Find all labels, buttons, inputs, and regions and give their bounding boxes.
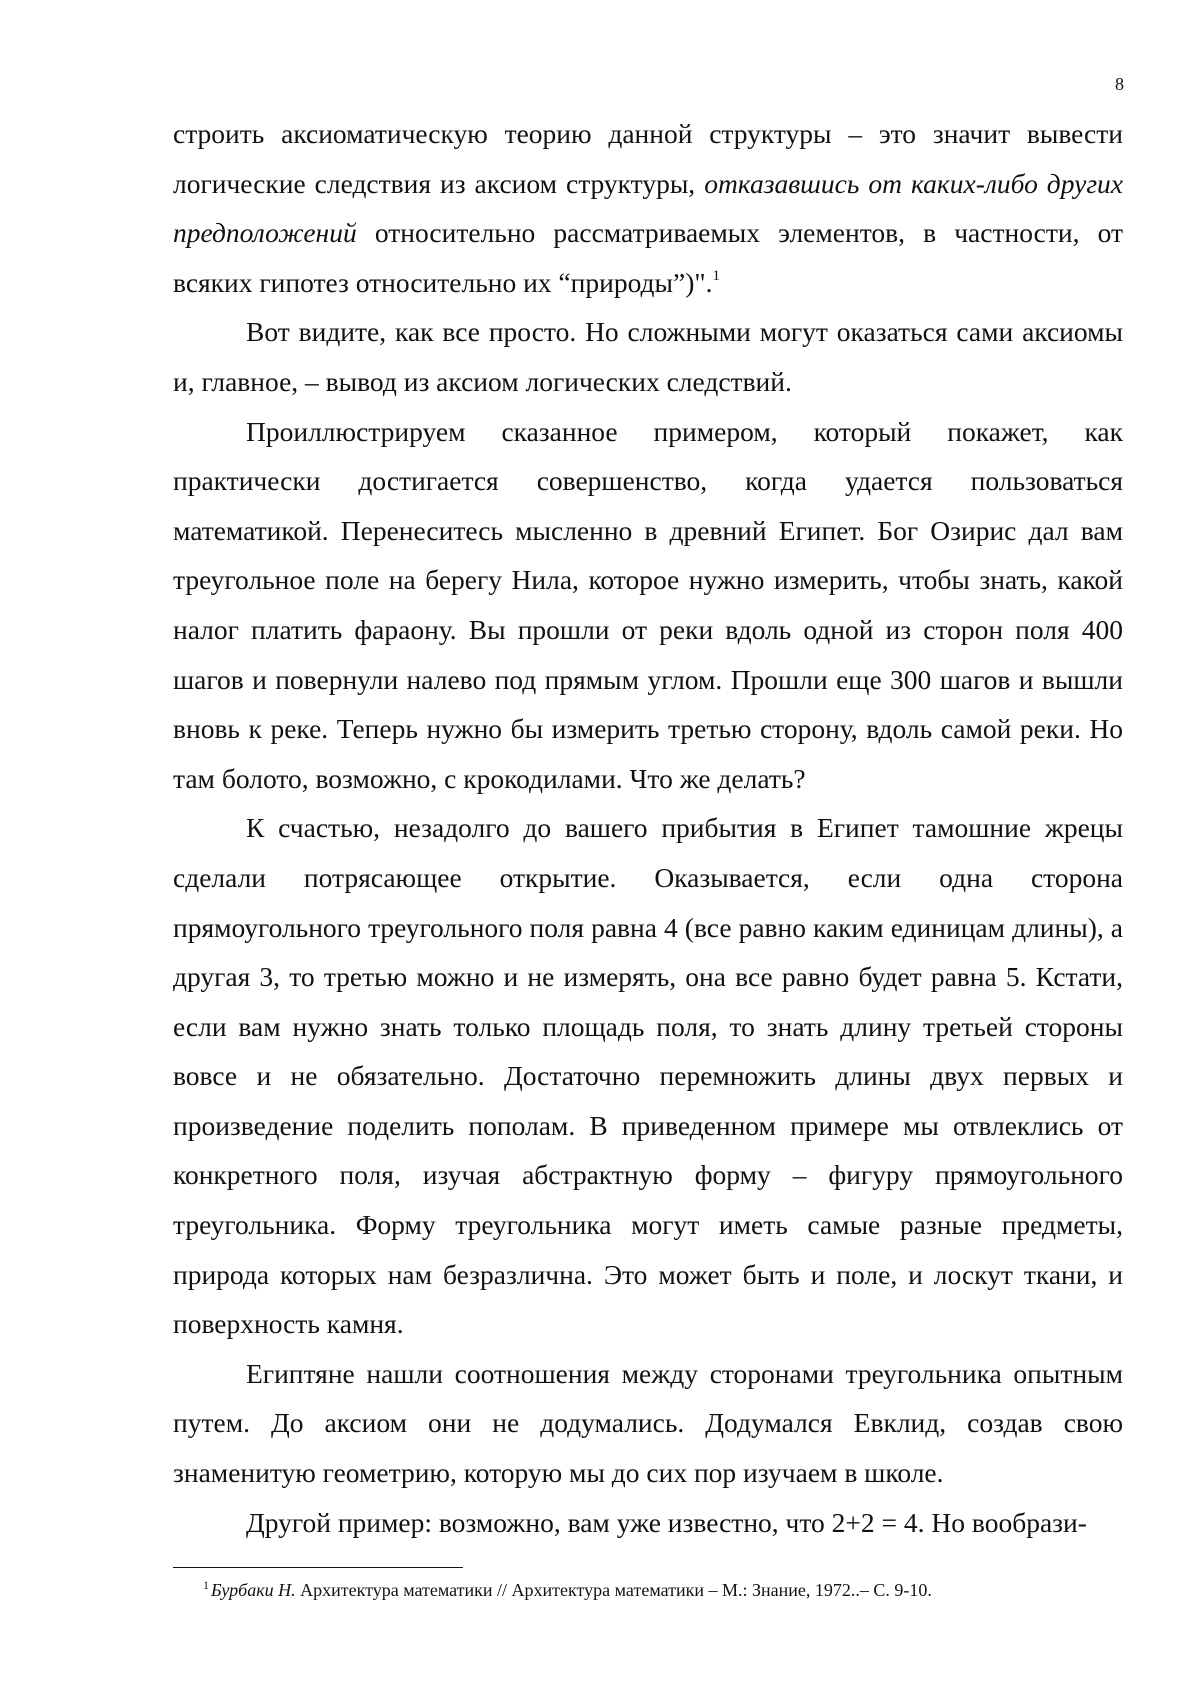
- main-text: [173, 109, 1123, 1547]
- paragraph-1: [173, 109, 1123, 307]
- footnote: [173, 1578, 1123, 1602]
- paragraph-1-italic-phrase: отказавшись от каких-либо других предположений: [173, 167, 1124, 249]
- footnote-number: 1: [203, 1578, 209, 1592]
- paragraph-2: Вот видите, как все просто. Но сложными могут оказаться сами аксиомы и, главное, – вывод из аксиом логических следствий.: [173, 316, 1123, 397]
- paragraph-1-text-start: строить аксиоматическую теорию данной структуры – это значит вывести логические следствия из аксиом структуры,: [173, 118, 1123, 199]
- paragraph-6: Другой пример: возможно, вам уже известно, что 2+2 = 4. Но вообрази-: [246, 1506, 1087, 1538]
- paragraph-3: Проиллюстрируем сказанное примером, который покажет, как практически достигается совершенство, когда удается пользоваться математикой. Перенеситесь мысленно в древний Египет. Бог Озирис дал вам треугольное поле на берегу Нила, которое нужно измерить, чтобы знать, какой налог платить фараону. Вы прошли от реки вдоль одной из сторон поля 400 шагов и повернули налево под прямым углом. Прошли еще 300 шагов и вышли вновь к реке. Теперь нужно бы измерить третью сторону, вдоль самой реки. Но там болото, возможно, с крокодилами. Что же делать?: [173, 415, 1123, 794]
- page-number: 8: [1115, 74, 1124, 94]
- paragraph-5: Египтяне нашли соотношения между сторонами треугольника опытным путем. До аксиом они не додумались. Додумался Евклид, создав свою знаменитую геометрию, которую мы до сих пор изучаем в школе.: [173, 1357, 1123, 1489]
- footnote-text: Архитектура математики // Архитектура математики – М.: Знание, 1972..– С. 9-10.: [295, 1580, 932, 1600]
- paragraph-4: К счастью, незадолго до вашего прибытия в Египет тамошние жрецы сделали потрясающее открытие. Оказывается, если одна сторона прямоугольного треугольного поля равна 4 (все равно каким единицам длины), а другая 3, то третью можно и не измерять, она все равно будет равна 5. Кстати, если вам нужно знать только площадь поля, то знать длину третьей стороны вовсе и не обязательно. Достаточно перемножить длины двух первых и произведение поделить пополам. В приведенном примере мы отвлеклись от конкретного поля, изучая абстрактную форму – фигуру прямоугольного треугольника. Форму треугольника могут иметь самые разные предметы, природа которых нам безразлична. Это может быть и поле, и лоскут ткани, и поверхность камня.: [173, 812, 1123, 1340]
- footnote-separator: [173, 1567, 463, 1568]
- footnote-author: Бурбаки Н.: [211, 1580, 296, 1600]
- paragraph-1-text-end: относительно рассматриваемых элементов, в частности, от всяких гипотез относительно их “природы”)".: [173, 217, 1123, 298]
- footnote-reference[interactable]: 1: [712, 267, 720, 284]
